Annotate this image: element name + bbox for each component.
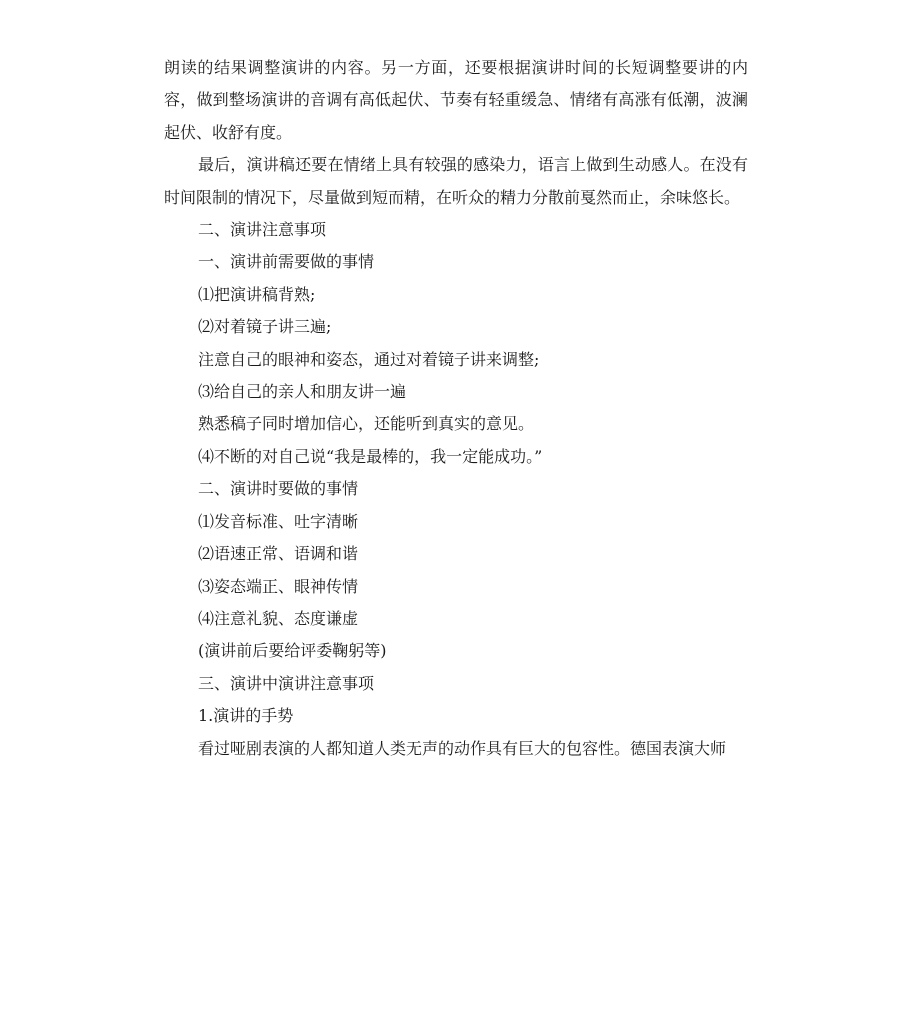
list-item: ⑶给自己的亲人和朋友讲一遍 <box>198 382 407 402</box>
section-heading-in-speech: 三、演讲中演讲注意事项 <box>198 673 375 693</box>
list-item-note: 熟悉稿子同时增加信心，还能听到真实的意见。 <box>198 414 535 434</box>
subheading-during-speech: 二、演讲时要做的事情 <box>198 479 359 499</box>
list-item: ⑷不断的对自己说“我是最棒的，我一定能成功。” <box>198 446 543 466</box>
paragraph-gestures-intro: 看过哑剧表演的人都知道人类无声的动作具有巨大的包容性。德国表演大师 <box>198 738 727 758</box>
paragraph-speech-adjustment: 朗读的结果调整演讲的内容。另一方面，还要根据演讲时间的长短调整要讲的内容，做到整场演讲的音调有高低起伏、节奏有轻重缓急、情绪有高涨有低潮，波澜起伏、收舒有度。 <box>164 58 748 142</box>
list-item: ⑵语速正常、语调和谐 <box>198 544 359 564</box>
list-item-note: 注意自己的眼神和姿态，通过对着镜子讲来调整; <box>198 349 540 369</box>
list-item: ⑵对着镜子讲三遍; <box>198 317 332 337</box>
list-item: ⑴把演讲稿背熟; <box>198 284 316 304</box>
list-item-note: (演讲前后要给评委鞠躬等) <box>198 641 387 661</box>
subheading-gestures: 1.演讲的手势 <box>198 706 294 726</box>
list-item: ⑶姿态端正、眼神传情 <box>198 576 359 596</box>
list-item: ⑷注意礼貌、态度谦虚 <box>198 608 359 628</box>
section-heading-speech-notes: 二、演讲注意事项 <box>198 220 327 240</box>
list-item: ⑴发音标准、吐字清晰 <box>198 511 359 531</box>
subheading-before-speech: 一、演讲前需要做的事情 <box>198 252 375 272</box>
paragraph-emotional-appeal: 最后，演讲稿还要在情绪上具有较强的感染力，语言上做到生动感人。在没有时间限制的情况下，尽量做到短而精，在听众的精力分散前戛然而止，余味悠长。 <box>164 155 748 207</box>
document-body <box>164 52 748 765</box>
